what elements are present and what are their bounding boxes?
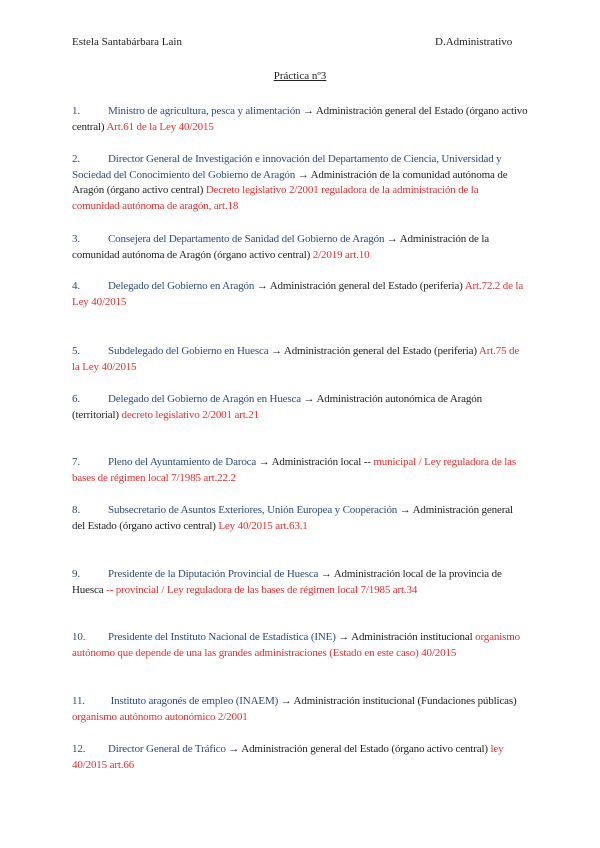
item-number: 4. (72, 280, 80, 292)
item-legal-reference: Art.72.2 de la Ley 40/2015 (72, 280, 524, 308)
list-item (72, 344, 528, 375)
list-item (72, 392, 528, 423)
item-administration: → Administración de la comunidad autónoma de Aragón (órgano activo central) (72, 233, 489, 261)
item-number: 10. (72, 631, 86, 643)
item-subject: Director General de Investigación e innovación del Departamento de Ciencia, Universidad y Sociedad del Conocimiento del Gobierno de Aragón (72, 153, 502, 181)
item-subject: Delegado del Gobierno de Aragón en Huesca (108, 393, 301, 405)
item-subject: Subsecretario de Asuntos Exteriores, Unión Europea y Cooperación (108, 504, 398, 516)
item-subject: Consejera del Departamento de Sanidad del Gobierno de Aragón (108, 233, 385, 245)
item-subject: Presidente de la Diputación Provincial de Huesca (108, 568, 319, 580)
list-item (72, 104, 528, 135)
course-name: D.Administrativo (435, 36, 513, 48)
item-number: 3. (72, 233, 80, 245)
list-item (72, 742, 528, 773)
item-administration: → Administración general del Estado (órgano activo central) (72, 105, 528, 133)
item-legal-reference: 2/2019 art.10 (312, 248, 370, 261)
item-number: 12. (72, 743, 86, 755)
list-item (72, 152, 528, 214)
item-legal-reference: Decreto legislativo 2/2001 reguladora de la administración de la comunidad autónoma de aragón, art.18 (72, 184, 479, 212)
item-administration: → Administración general del Estado (periferia) (268, 345, 479, 357)
item-number: 7. (72, 456, 80, 468)
item-legal-reference: -- provincial / Ley reguladora de las bases de régimen local 7/1985 art.34 (106, 583, 418, 596)
item-subject: Presidente del Instituto Nacional de Estadística (INE) (108, 631, 336, 643)
item-administration: → Administración de la comunidad autónoma de Aragón (órgano activo central) (72, 168, 508, 196)
list-item (72, 279, 528, 310)
item-subject: Ministro de agricultura, pesca y alimentación (108, 105, 301, 117)
item-subject: Subdelegado del Gobierno en Huesca (108, 345, 269, 357)
item-administration: → Administración local de la provincia de Huesca (72, 568, 502, 596)
item-administration: → Administración institucional (335, 631, 476, 643)
item-legal-reference: organismo autónomo autonómico 2/2001 (72, 710, 248, 723)
item-subject: Instituto aragonés de empleo (INAEM) (108, 695, 279, 707)
list-item (72, 455, 528, 486)
item-legal-reference: Ley 40/2015 art.63.1 (218, 519, 308, 532)
list-item (72, 503, 528, 534)
item-administration: → Administración general del Estado (órgano activo central) (72, 504, 513, 532)
list-item (72, 232, 528, 263)
item-administration: → Administración general del Estado (órgano activo central) (225, 743, 491, 755)
page-title: Práctica nº3 (273, 70, 327, 82)
list-item (72, 567, 528, 598)
list-item (72, 694, 528, 725)
item-legal-reference: municipal / Ley reguladora de las bases de régimen local 7/1985 art.22.2 (72, 456, 516, 484)
item-legal-reference: Art.61 de la Ley 40/2015 (106, 120, 214, 133)
author-name: Estela Santabárbara Lain (72, 36, 182, 48)
item-administration: → Administración local -- (256, 456, 374, 468)
item-administration: → Administración autonómica de Aragón (territorial) (72, 393, 482, 421)
item-number: 9. (72, 568, 80, 580)
item-number: 8. (72, 504, 80, 516)
item-legal-reference: Art.75 de la Ley 40/2015 (72, 345, 520, 373)
item-number: 1. (72, 105, 80, 117)
item-number: 2. (72, 153, 80, 165)
list-item (72, 630, 528, 661)
item-subject: Director General de Tráfico (108, 743, 226, 755)
item-administration: → Administración institucional (Fundaciones públicas) (278, 695, 517, 707)
item-subject: Delegado del Gobierno en Aragón (108, 280, 255, 292)
item-legal-reference: ley 40/2015 art.66 (72, 743, 504, 771)
item-legal-reference: organismo autónomo que depende de una las grandes administraciones (Estado en este caso) 40/2015 (72, 631, 521, 659)
item-legal-reference: decreto legislativo 2/2001 art.21 (121, 408, 259, 421)
item-number: 5. (72, 345, 80, 357)
item-administration: → Administración general del Estado (periferia) (254, 280, 465, 292)
item-number: 6. (72, 393, 80, 405)
item-number: 11. (72, 695, 85, 707)
item-subject: Pleno del Ayuntamiento de Daroca (108, 456, 257, 468)
